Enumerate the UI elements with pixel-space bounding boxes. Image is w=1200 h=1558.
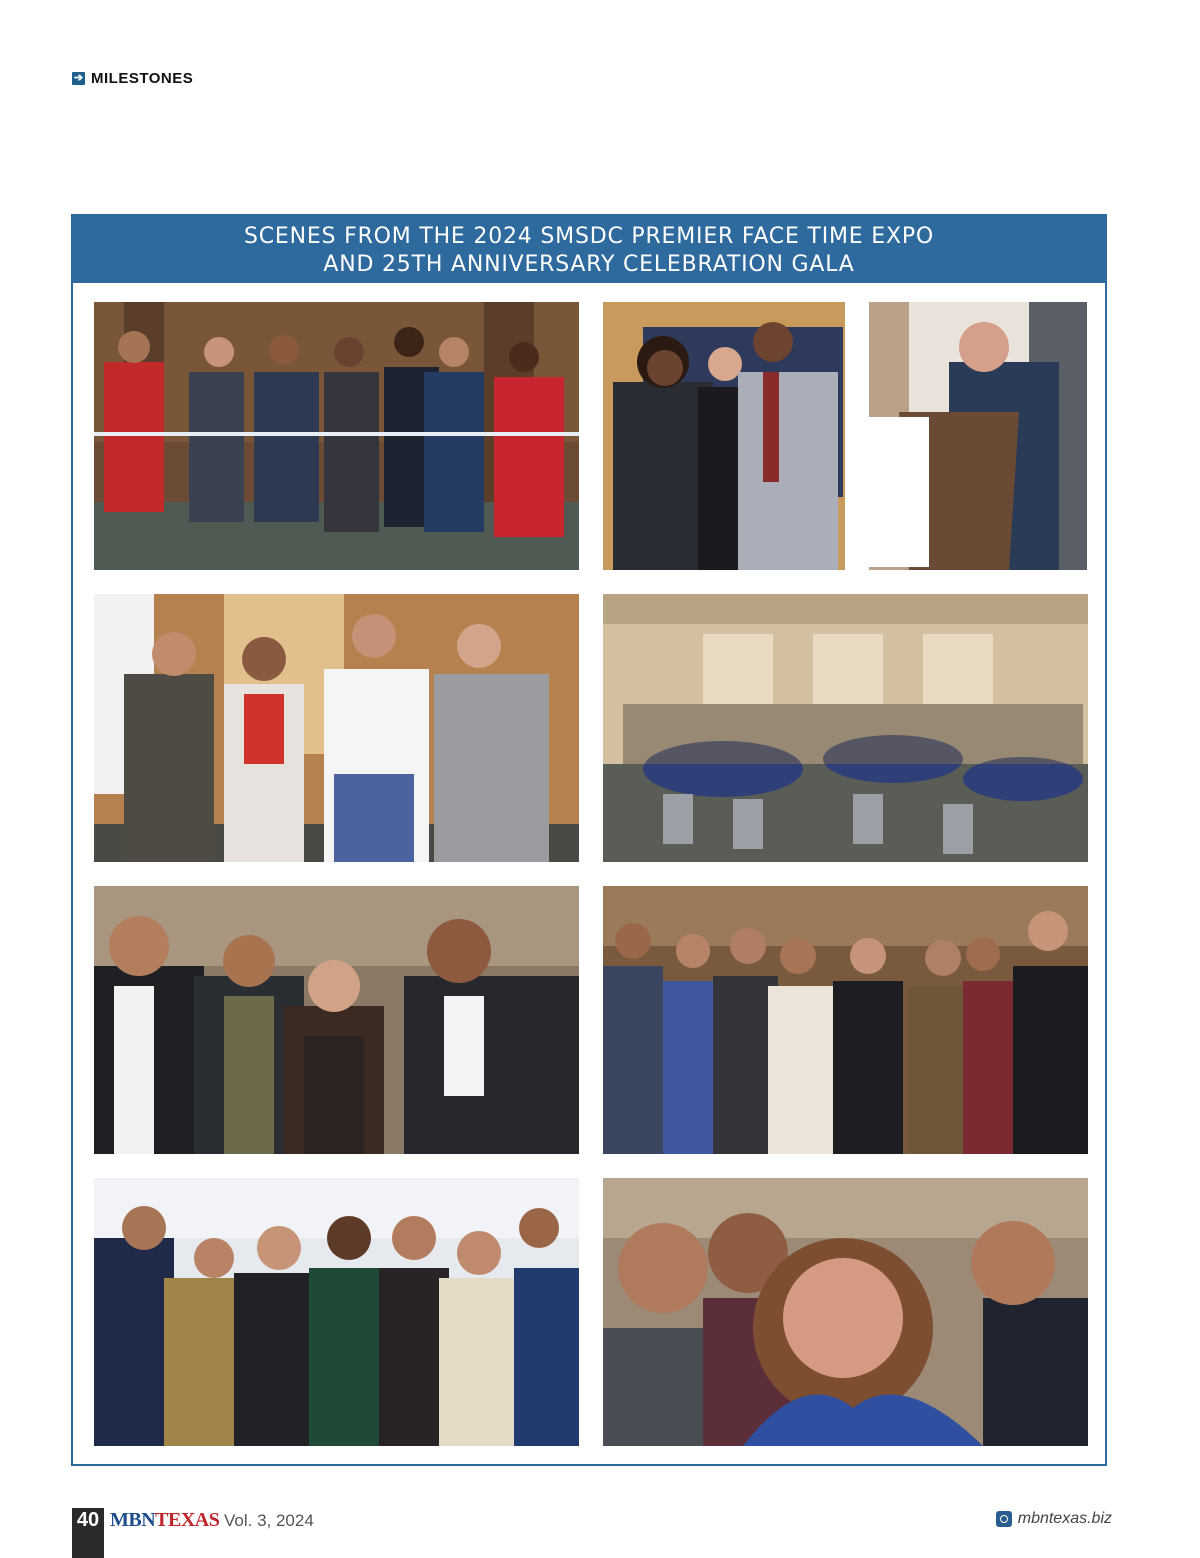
photo-ribbon-cutting — [94, 302, 579, 570]
website-text[interactable]: mbntexas.biz — [1017, 1510, 1112, 1527]
brand-mbn: MBN — [110, 1509, 156, 1531]
section-label — [72, 70, 193, 87]
page-number: 40 — [76, 1509, 100, 1531]
photo-trio-portrait — [603, 302, 845, 570]
arrow-right-icon: ➔ — [73, 72, 84, 84]
photo-gala-group — [94, 886, 579, 1154]
photo-expo-group — [94, 594, 579, 862]
section-title: MILESTONES — [91, 70, 194, 87]
photo-speaker-podium — [869, 302, 1087, 570]
website-link[interactable] — [996, 1510, 1112, 1528]
brand-texas: TEXAS — [155, 1509, 220, 1531]
issue-volume: Vol. 3, 2024 — [224, 1511, 314, 1530]
photo-selfie — [603, 1178, 1088, 1446]
photo-award-group — [603, 886, 1088, 1154]
banner-line-2: AND 25TH ANNIVERSARY CELEBRATION GALA — [323, 252, 855, 277]
photo-smsdc-backdrop — [94, 1178, 579, 1446]
photo-ballroom-tables — [603, 594, 1088, 862]
globe-icon — [996, 1511, 1012, 1527]
collage-banner — [73, 216, 1105, 283]
brand-logo — [110, 1509, 219, 1532]
banner-line-1: SCENES FROM THE 2024 SMSDC PREMIER FACE TIME EXPO — [243, 224, 935, 249]
page-number-tab — [72, 1508, 104, 1558]
